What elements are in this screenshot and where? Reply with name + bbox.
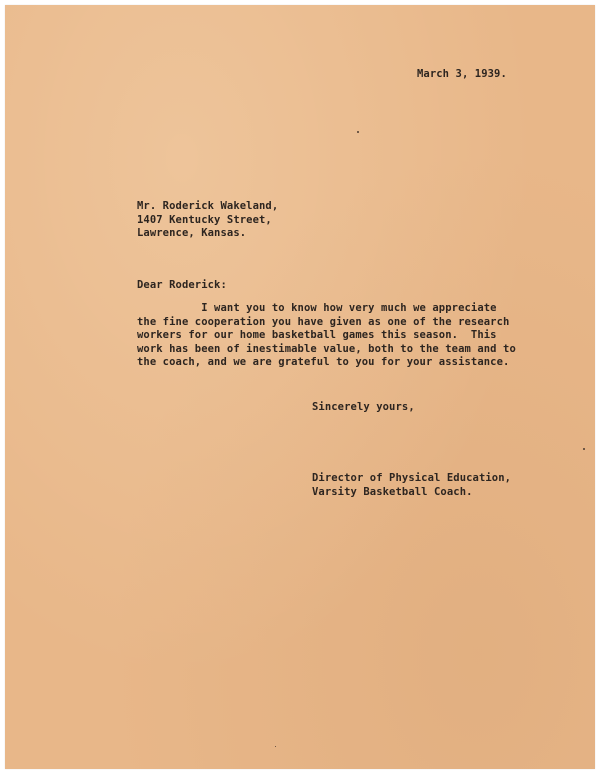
letter-body xyxy=(137,302,516,370)
signature-block xyxy=(312,472,511,499)
closing: Sincerely yours, xyxy=(312,401,415,413)
letter-page xyxy=(5,5,595,769)
recipient-street: 1407 Kentucky Street, xyxy=(137,213,272,226)
salutation: Dear Roderick: xyxy=(137,279,227,291)
body-line: workers for our home basketball games this season. This xyxy=(137,329,497,342)
body-line: the coach, and we are grateful to you for your assistance. xyxy=(137,356,510,369)
body-line: the fine cooperation you have given as one of the research xyxy=(137,315,510,328)
paper-speck xyxy=(357,131,359,133)
paper-speck xyxy=(583,448,585,450)
letter-date: March 3, 1939. xyxy=(417,68,507,80)
recipient-name: Mr. Roderick Wakeland, xyxy=(137,200,279,212)
recipient-city: Lawrence, Kansas. xyxy=(137,227,247,240)
recipient-address xyxy=(137,200,278,241)
paper-speck xyxy=(275,746,276,747)
signature-title-1: Director of Physical Education, xyxy=(312,472,512,484)
body-line: work has been of inestimable value, both to the team and to xyxy=(137,342,516,355)
signature-title-2: Varsity Basketball Coach. xyxy=(312,485,473,498)
body-line: I want you to know how very much we appreciate xyxy=(137,302,497,314)
